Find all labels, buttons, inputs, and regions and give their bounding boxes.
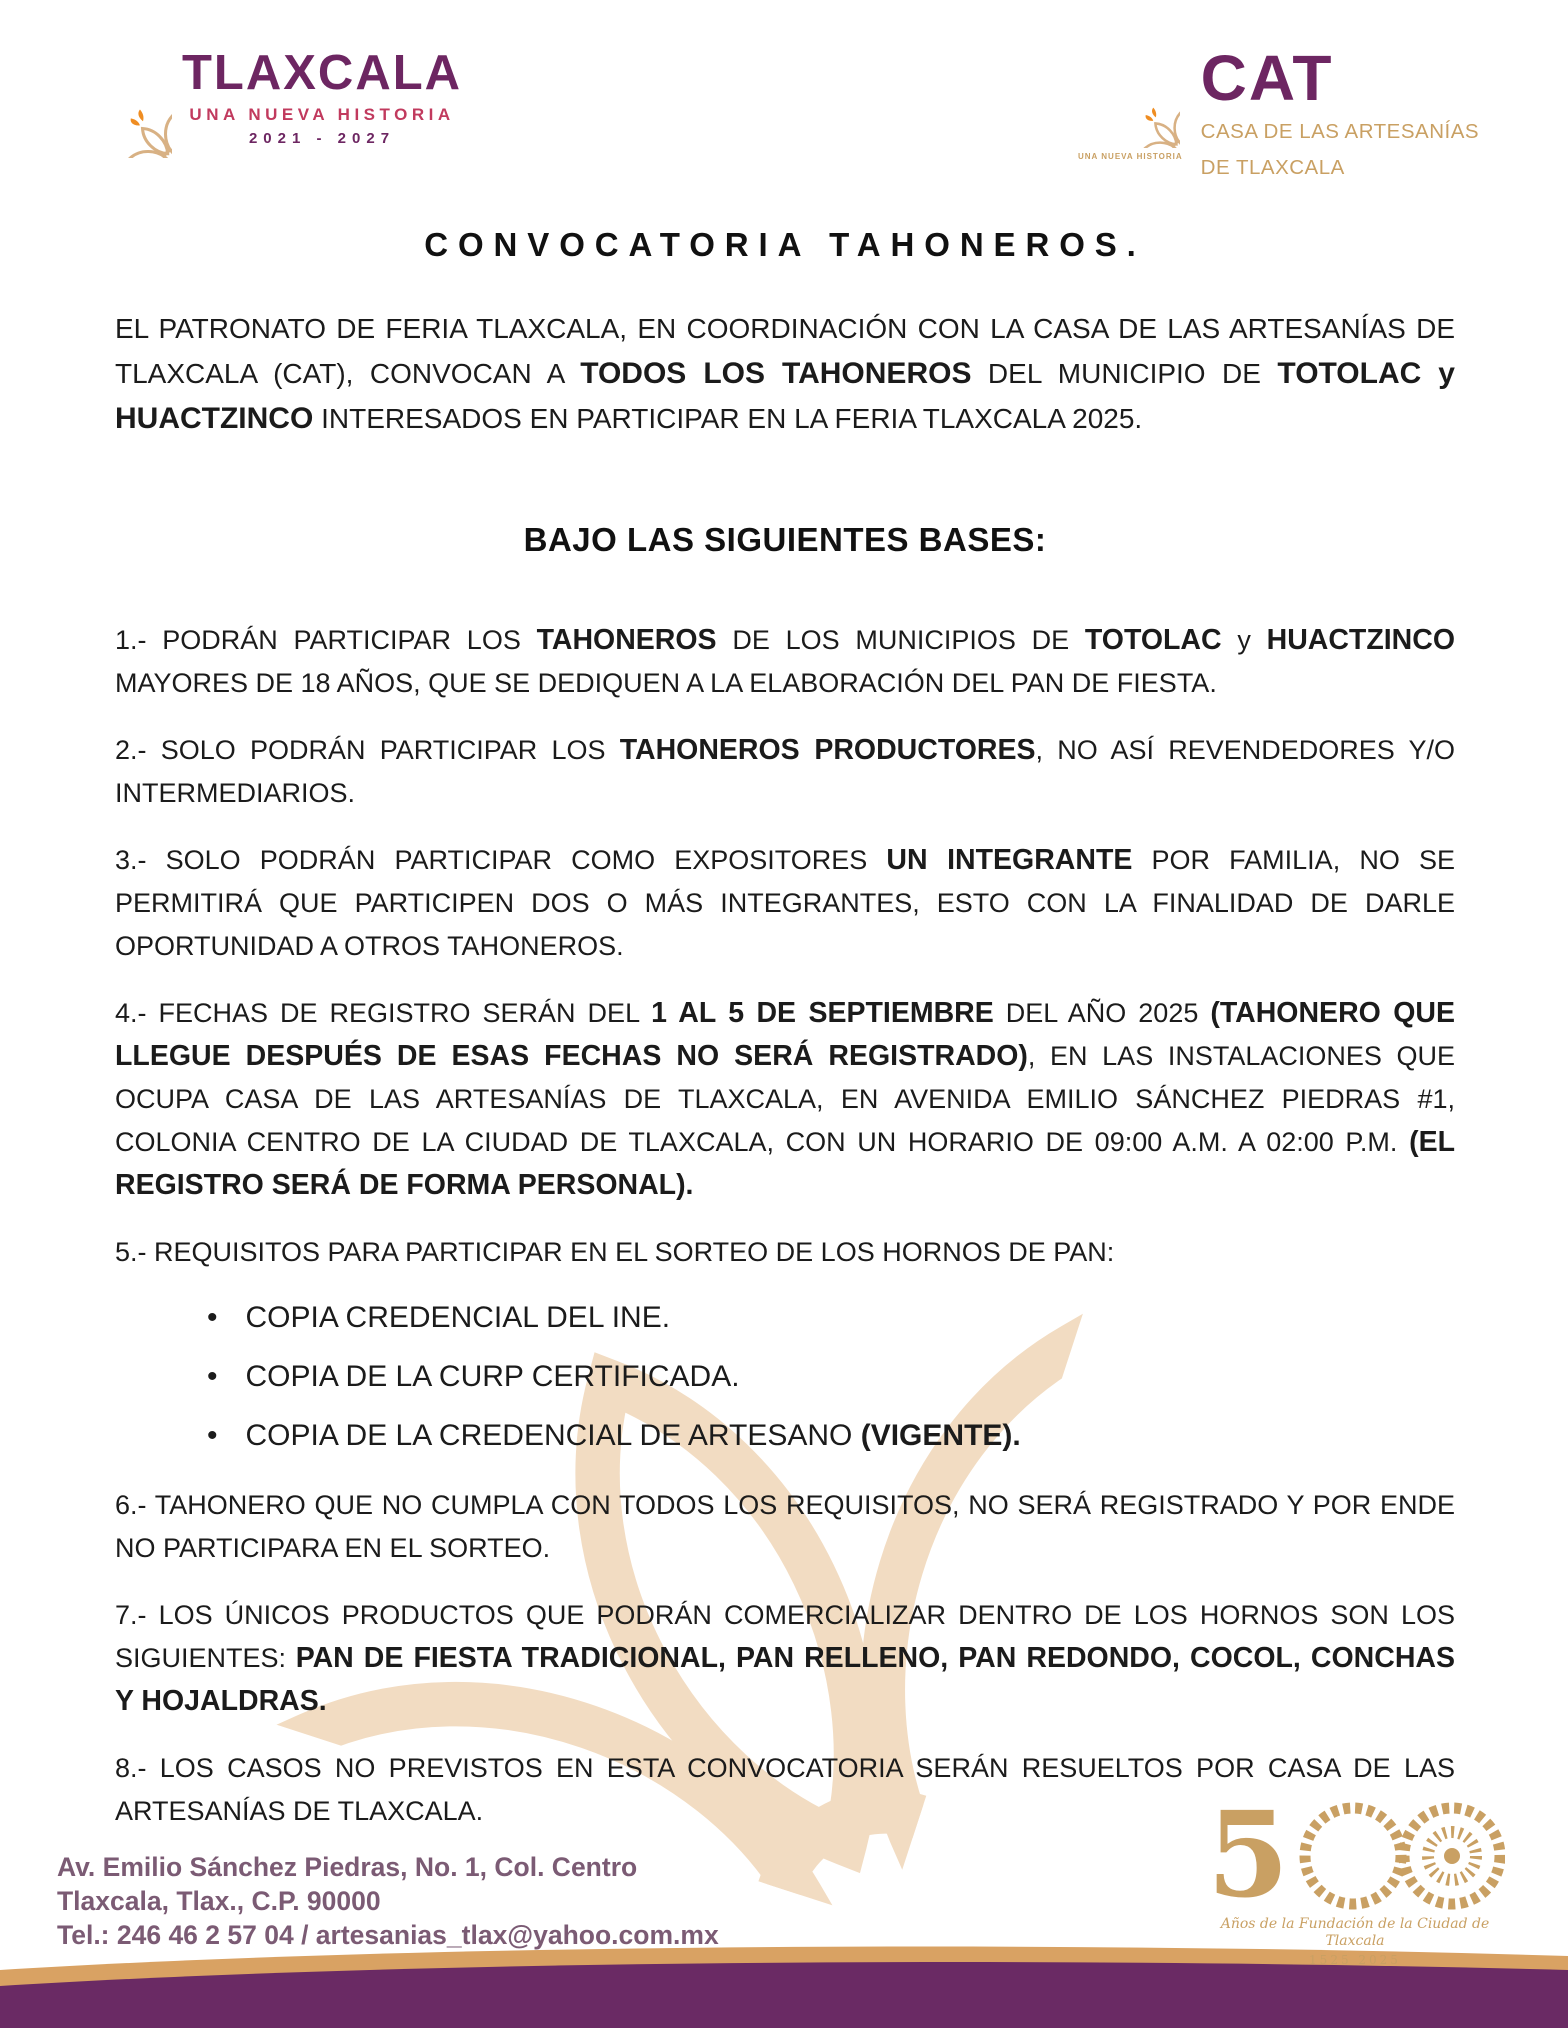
text-run: COPIA DE LA CREDENCIAL DE ARTESANO (245, 1419, 861, 1452)
base-item-7 (115, 1594, 1455, 1723)
requirement-item (207, 1357, 1455, 1397)
base-item-1 (115, 619, 1455, 705)
text-run: DEL AÑO 2025 (993, 998, 1211, 1028)
cat-flower-block (1078, 48, 1183, 161)
intro-paragraph (115, 306, 1455, 441)
footer-address (57, 1850, 719, 1952)
bullet-icon: • (207, 1360, 218, 1393)
tlaxcala-years: 2021 - 2027 (248, 130, 396, 147)
document-title: CONVOCATORIA TAHONEROS. (424, 226, 1146, 263)
tlaxcala-logo (52, 38, 462, 158)
tlaxcala-tagline: UNA NUEVA HISTORIA (189, 105, 455, 124)
bold-text-run: (VIGENTE). (860, 1419, 1021, 1452)
text-run: DEL MUNICIPIO DE (971, 358, 1278, 389)
text-run: 8.- LOS CASOS NO PREVISTOS EN ESTA CONVOCATORIA SERÁN RESUELTOS POR CASA DE LAS ARTESANÍAS DE TLAXCALA. (115, 1753, 1455, 1826)
anniversary-years: 1525 2025 (1309, 1952, 1401, 1967)
header (0, 0, 1568, 200)
base-item-3 (115, 839, 1455, 968)
footer-address-line: Av. Emilio Sánchez Piedras, No. 1, Col. Centro (57, 1852, 638, 1882)
bold-text-run: TOTOLAC (1084, 624, 1222, 656)
text-run: 4.- FECHAS DE REGISTRO SERÁN DEL (115, 998, 652, 1028)
requirement-item (207, 1416, 1455, 1456)
text-run: , NO ASÍ REVENDEDORES Y/O INTERMEDIARIOS. (115, 735, 1456, 808)
text-run: 5.- REQUISITOS PARA PARTICIPAR EN EL SORTEO DE LOS HORNOS DE PAN: (115, 1237, 1115, 1267)
text-run: y (1221, 625, 1267, 655)
bold-text-run: TODOS LOS TAHONEROS (580, 357, 972, 390)
anniversary-caption: Años de la Fundación de la Ciudad de Tlaxcala (1220, 1916, 1490, 1949)
bullet-icon: • (207, 1419, 218, 1452)
anniversary-500-logo (1190, 1796, 1520, 1967)
text-run: COPIA CREDENCIAL DEL INE. (245, 1301, 671, 1334)
bold-text-run: TAHONEROS (536, 624, 717, 656)
base-item-4 (115, 992, 1455, 1207)
cat-org-line1: CASA DE LAS ARTESANÍAS (1200, 119, 1480, 143)
bold-text-run: HUACTZINCO (1266, 624, 1456, 656)
cat-flower-caption: UNA NUEVA HISTORIA (1078, 152, 1183, 161)
text-run: , EN LAS INSTALACIONES QUE OCUPA CASA DE LAS ARTESANÍAS DE TLAXCALA, EN AVENIDA EMILIO SÁNCHEZ PIEDRAS #1, COLONIA CENTRO DE LA CIUDAD DE TLAXCALA, CON UN HORARIO DE 09:00 A.M. A 02:00 P.M. (115, 1041, 1456, 1157)
bases-heading: BAJO LAS SIGUIENTES BASES: (523, 521, 1047, 558)
text-run: 3.- SOLO PODRÁN PARTICIPAR COMO EXPOSITORES (115, 845, 887, 875)
bold-text-run: TAHONEROS PRODUCTORES (619, 734, 1036, 766)
tlaxcala-flower-icon (52, 38, 172, 158)
bold-text-run: UN INTEGRANTE (886, 844, 1133, 876)
requirement-item (207, 1298, 1455, 1338)
cat-logo (1078, 42, 1480, 182)
document-body (115, 226, 1455, 1857)
text-run: 7.- LOS ÚNICOS PRODUCTOS QUE PODRÁN COMERCIALIZAR DENTRO DE LOS HORNOS SON LOS SIGUIENTES: (115, 1600, 1455, 1673)
text-run: POR FAMILIA, NO SE PERMITIRÁ QUE PARTICIPEN DOS O MÁS INTEGRANTES, ESTO CON LA FINALIDAD DE DARLE OPORTUNIDAD A OTROS TAHONEROS. (115, 845, 1455, 961)
cat-org-line2: DE TLAXCALA (1200, 156, 1345, 180)
requirement-text (246, 1298, 671, 1338)
requirement-text (246, 1357, 740, 1397)
cat-logo-text (1200, 42, 1480, 182)
footer-address-line: Tlaxcala, Tlax., C.P. 90000 (57, 1886, 381, 1916)
text-run: 1.- PODRÁN PARTICIPAR LOS (115, 625, 537, 655)
cat-wordmark: CAT (1200, 42, 1334, 114)
bold-text-run: (EL REGISTRO SERÁ DE FORMA PERSONAL). (115, 1126, 1455, 1201)
base-item-2 (115, 729, 1455, 815)
text-run: COPIA DE LA CURP CERTIFICADA. (245, 1360, 740, 1393)
text-run: EL PATRONATO DE FERIA TLAXCALA, EN COORDINACIÓN CON LA CASA DE LAS ARTESANÍAS DE TLAXCALA (CAT), CONVOCAN A (115, 313, 1455, 389)
base-item-6 (115, 1484, 1455, 1570)
tlaxcala-logo-text (182, 46, 463, 147)
tlaxcala-wordmark: TLAXCALA (182, 46, 463, 100)
requirements-list (207, 1298, 1455, 1456)
bases-sections (115, 619, 1455, 1833)
text-run: INTERESADOS EN PARTICIPAR EN LA FERIA TLAXCALA 2025. (313, 403, 1143, 434)
text-run: MAYORES DE 18 AÑOS, QUE SE DEDIQUEN A LA ELABORACIÓN DEL PAN DE FIESTA. (115, 668, 1217, 698)
footer-address-line: Tel.: 246 46 2 57 04 / artesanias_tlax@yahoo.com.mx (57, 1920, 719, 1950)
bold-text-run: PAN DE FIESTA TRADICIONAL, PAN RELLENO, PAN REDONDO, COCOL, CONCHAS Y HOJALDRAS. (115, 1642, 1455, 1717)
bold-text-run: TOTOLAC y HUACTZINCO (115, 357, 1455, 435)
requirement-text (246, 1416, 1021, 1456)
text-run: 6.- TAHONERO QUE NO CUMPLA CON TODOS LOS REQUISITOS, NO SERÁ REGISTRADO Y POR ENDE NO PARTICIPARA EN EL SORTEO. (115, 1490, 1455, 1563)
cat-flower-icon (1080, 48, 1180, 148)
bold-text-run: 1 AL 5 DE SEPTIEMBRE (651, 997, 994, 1029)
text-run: 2.- SOLO PODRÁN PARTICIPAR LOS (115, 735, 620, 765)
anniversary-digit: 5 (1207, 1796, 1290, 1914)
bullet-icon: • (207, 1301, 218, 1334)
text-run: DE LOS MUNICIPIOS DE (716, 625, 1085, 655)
bold-text-run: (TAHONERO QUE LLEGUE DESPUÉS DE ESAS FECHAS NO SERÁ REGISTRADO) (115, 997, 1455, 1072)
base-item-5 (115, 1231, 1455, 1274)
anniversary-500-icon (1205, 1796, 1505, 1914)
